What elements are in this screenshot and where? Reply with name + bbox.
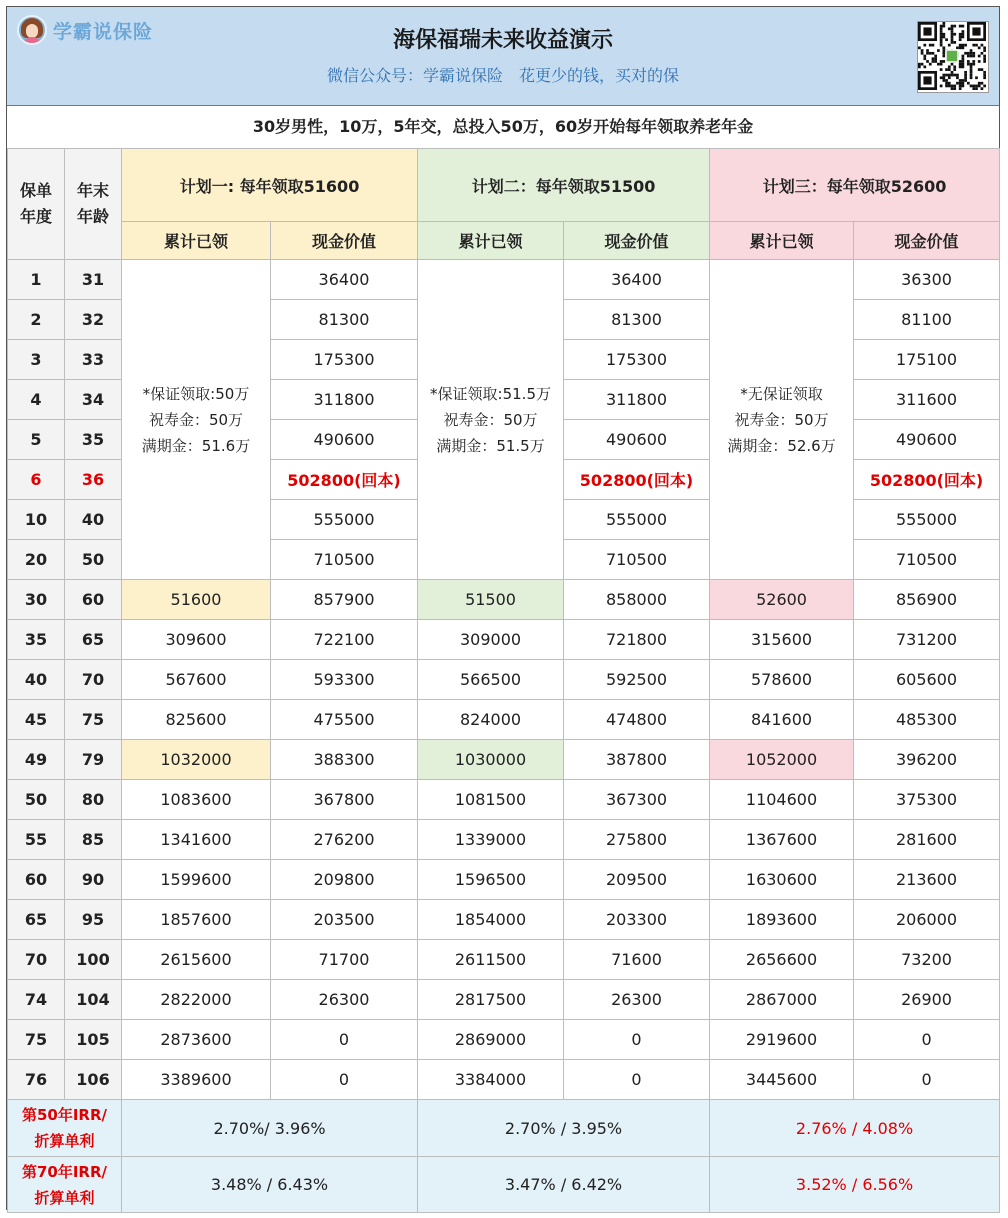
plan1-cum-cell: 2822000 [122,980,271,1020]
plan1-cash-cell: 71700 [271,940,418,980]
plan1-cum-cell: 1857600 [122,900,271,940]
plan3-cash-cell: 311600 [854,380,1000,420]
plan3-cash-cell: 73200 [854,940,1000,980]
plan3-header: 计划三：每年领取52600 [710,149,1000,222]
table-row [8,620,1000,660]
col-header-year [8,149,65,260]
plan2-cash-cell: 209500 [564,860,710,900]
plan1-cum-cell: 309600 [122,620,271,660]
plan3-cum-cell: 1052000 [710,740,854,780]
plan-description: 30岁男性，10万，5年交，总投入50万，60岁开始每年领取养老年金 [7,106,999,149]
brand-name: 学霸说保险 [53,20,154,43]
plan1-cash-cell: 593300 [271,660,418,700]
plan2-cum-header: 累计已领 [418,222,564,260]
plan2-cum-cell: 2611500 [418,940,564,980]
plan3-cum-cell: 1630600 [710,860,854,900]
plan1-cash-cell: 722100 [271,620,418,660]
plan3-cash-header: 现金价值 [854,222,1000,260]
col-header-age-label: 年末年龄 [76,181,109,226]
age-cell: 104 [65,980,122,1020]
table-row [8,780,1000,820]
plan3-cum-cell: 2656600 [710,940,854,980]
plan3-cash-cell: 213600 [854,860,1000,900]
year-cell: 76 [8,1060,65,1100]
plan2-cash-cell: 502800(回本) [564,460,710,500]
irr-label [8,1100,122,1157]
header-banner [7,7,999,106]
plan2-cash-cell: 311800 [564,380,710,420]
plan1-cum-cell: 2873600 [122,1020,271,1060]
irr-label-text: 第50年IRR/折算单利 [21,1106,108,1150]
age-cell: 60 [65,580,122,620]
plan2-cash-cell: 387800 [564,740,710,780]
plan3-cash-cell: 710500 [854,540,1000,580]
table-row [8,900,1000,940]
table-row [8,980,1000,1020]
plan3-cum-cell: 1104600 [710,780,854,820]
plan2-note-line: *保证领取:51.5万 [430,384,551,403]
plan2-cum-cell: 1596500 [418,860,564,900]
plan1-cum-cell: 1083600 [122,780,271,820]
plan3-cash-cell: 856900 [854,580,1000,620]
year-cell: 1 [8,260,65,300]
plan3-cash-cell: 36300 [854,260,1000,300]
plan2-cash-cell: 721800 [564,620,710,660]
age-cell: 33 [65,340,122,380]
table-row [8,1060,1000,1100]
plan2-guarantee-note [418,260,564,580]
plan2-cum-cell: 2817500 [418,980,564,1020]
year-cell: 65 [8,900,65,940]
plan2-cum-cell: 566500 [418,660,564,700]
year-cell: 5 [8,420,65,460]
plan3-cum-cell: 2867000 [710,980,854,1020]
age-cell: 50 [65,540,122,580]
age-cell: 106 [65,1060,122,1100]
plan1-header: 计划一: 每年领取51600 [122,149,418,222]
qr-code-icon [917,21,989,93]
plan1-note-line: 满期金：51.6万 [141,436,251,455]
page-subtitle: 微信公众号：学霸说保险 花更少的钱，买对的保 [326,66,679,85]
plan1-irr-cell: 2.70%/ 3.96% [122,1100,418,1157]
plan2-cum-cell: 1339000 [418,820,564,860]
plan3-cash-cell: 26900 [854,980,1000,1020]
plan2-cum-cell: 309000 [418,620,564,660]
year-cell: 60 [8,860,65,900]
age-cell: 32 [65,300,122,340]
age-cell: 85 [65,820,122,860]
plan3-note-line: 祝寿金：50万 [734,410,829,429]
year-cell: 50 [8,780,65,820]
age-cell: 95 [65,900,122,940]
plan2-cum-cell: 1854000 [418,900,564,940]
plan3-cum-cell: 1893600 [710,900,854,940]
age-cell: 100 [65,940,122,980]
plan3-cash-cell: 605600 [854,660,1000,700]
plan3-cum-cell: 841600 [710,700,854,740]
year-cell: 70 [8,940,65,980]
year-cell: 3 [8,340,65,380]
plan3-cash-cell: 485300 [854,700,1000,740]
plan1-cash-cell: 36400 [271,260,418,300]
table-row [8,860,1000,900]
table-row [8,580,1000,620]
plan3-cash-cell: 502800(回本) [854,460,1000,500]
plan3-irr-cell: 2.76% / 4.08% [710,1100,1000,1157]
plan3-irr-cell: 3.52% / 6.56% [710,1157,1000,1213]
plan3-cum-cell: 1367600 [710,820,854,860]
plan3-cash-cell: 206000 [854,900,1000,940]
plan1-cash-cell: 203500 [271,900,418,940]
age-cell: 40 [65,500,122,540]
year-cell: 10 [8,500,65,540]
irr-label-text: 第70年IRR/折算单利 [21,1162,108,1207]
year-cell: 30 [8,580,65,620]
plan1-guarantee-note [122,260,271,580]
table-row [8,940,1000,980]
year-cell: 40 [8,660,65,700]
plan1-note-line: 祝寿金：50万 [148,410,244,429]
plan2-cash-cell: 275800 [564,820,710,860]
age-cell: 35 [65,420,122,460]
plan1-cash-cell: 490600 [271,420,418,460]
age-cell: 90 [65,860,122,900]
plan1-irr-cell: 3.48% / 6.43% [122,1157,418,1213]
table-row [8,1020,1000,1060]
table-row [8,260,1000,300]
plan3-cash-cell: 0 [854,1060,1000,1100]
plan3-cash-cell: 375300 [854,780,1000,820]
plan3-cash-cell: 81100 [854,300,1000,340]
table-row [8,700,1000,740]
plan2-cum-cell: 824000 [418,700,564,740]
plan1-cash-cell: 311800 [271,380,418,420]
year-cell: 74 [8,980,65,1020]
year-cell: 75 [8,1020,65,1060]
table-row [8,660,1000,700]
plan1-note-line: *保证领取:50万 [142,384,250,403]
plan2-cash-cell: 858000 [564,580,710,620]
plan3-guarantee-note [710,260,854,580]
plan1-cash-cell: 475500 [271,700,418,740]
irr-label [8,1157,122,1213]
plan1-cum-cell: 2615600 [122,940,271,980]
plan2-header: 计划二：每年领取51500 [418,149,710,222]
plan2-cash-cell: 474800 [564,700,710,740]
plan1-cash-cell: 26300 [271,980,418,1020]
plan1-cum-cell: 825600 [122,700,271,740]
plan1-cash-cell: 175300 [271,340,418,380]
plan2-note-line: 满期金：51.5万 [436,436,545,455]
plan2-note-line: 祝寿金：50万 [443,410,538,429]
plan2-cash-cell: 81300 [564,300,710,340]
plan3-cash-cell: 396200 [854,740,1000,780]
plan1-cash-cell: 710500 [271,540,418,580]
plan1-cum-cell: 567600 [122,660,271,700]
plan1-cum-cell: 1341600 [122,820,271,860]
plan1-cum-cell: 51600 [122,580,271,620]
table-row [8,740,1000,780]
plan2-cash-cell: 710500 [564,540,710,580]
plan2-cash-cell: 26300 [564,980,710,1020]
plan3-cum-cell: 52600 [710,580,854,620]
plan3-note-line: *无保证领取 [740,384,823,403]
plan2-cum-cell: 3384000 [418,1060,564,1100]
age-cell: 65 [65,620,122,660]
plan2-cash-cell: 0 [564,1060,710,1100]
plan1-cash-cell: 81300 [271,300,418,340]
col-header-year-label: 保单年度 [19,181,52,226]
plan1-cum-header: 累计已领 [122,222,271,260]
age-cell: 79 [65,740,122,780]
plan1-cash-cell: 388300 [271,740,418,780]
plan2-cash-cell: 203300 [564,900,710,940]
age-cell: 70 [65,660,122,700]
year-cell: 55 [8,820,65,860]
plan2-irr-cell: 2.70% / 3.95% [418,1100,710,1157]
plan2-cum-cell: 1081500 [418,780,564,820]
age-cell: 34 [65,380,122,420]
plan1-cash-cell: 857900 [271,580,418,620]
year-cell: 49 [8,740,65,780]
plan1-cash-cell: 0 [271,1020,418,1060]
age-cell: 75 [65,700,122,740]
plan2-cash-cell: 71600 [564,940,710,980]
plan3-cum-cell: 578600 [710,660,854,700]
plan2-cash-cell: 490600 [564,420,710,460]
plan3-cum-header: 累计已领 [710,222,854,260]
plan2-irr-cell: 3.47% / 6.42% [418,1157,710,1213]
plan1-cash-cell: 502800(回本) [271,460,418,500]
plan1-cash-cell: 555000 [271,500,418,540]
plan2-cash-cell: 0 [564,1020,710,1060]
plan3-cash-cell: 0 [854,1020,1000,1060]
year-cell: 2 [8,300,65,340]
plan3-cash-cell: 555000 [854,500,1000,540]
plan2-cash-cell: 592500 [564,660,710,700]
plan1-cash-cell: 0 [271,1060,418,1100]
irr-row [8,1100,1000,1157]
page-frame [6,6,1000,1210]
page-title: 海保福瑞未来收益演示 [392,28,613,53]
plan1-cash-cell: 367800 [271,780,418,820]
plan3-cash-cell: 731200 [854,620,1000,660]
plan2-cum-cell: 1030000 [418,740,564,780]
age-cell: 31 [65,260,122,300]
col-header-age [65,149,122,260]
plan1-cash-cell: 276200 [271,820,418,860]
plan2-cash-cell: 36400 [564,260,710,300]
age-cell: 36 [65,460,122,500]
plan3-cash-cell: 281600 [854,820,1000,860]
plan3-cum-cell: 3445600 [710,1060,854,1100]
year-cell: 6 [8,460,65,500]
year-cell: 20 [8,540,65,580]
plan3-note-line: 满期金：52.6万 [727,436,836,455]
benefit-table [7,148,1000,1213]
plan1-cum-cell: 1599600 [122,860,271,900]
plan1-cum-cell: 3389600 [122,1060,271,1100]
age-cell: 80 [65,780,122,820]
plan2-cash-cell: 175300 [564,340,710,380]
plan2-cash-header: 现金价值 [564,222,710,260]
plan3-cash-cell: 490600 [854,420,1000,460]
plan1-cum-cell: 1032000 [122,740,271,780]
plan3-cum-cell: 315600 [710,620,854,660]
plan1-cash-header: 现金价值 [271,222,418,260]
table-row [8,820,1000,860]
plan2-cash-cell: 555000 [564,500,710,540]
plan1-cash-cell: 209800 [271,860,418,900]
plan3-cum-cell: 2919600 [710,1020,854,1060]
year-cell: 4 [8,380,65,420]
plan2-cum-cell: 2869000 [418,1020,564,1060]
irr-row [8,1157,1000,1213]
year-cell: 35 [8,620,65,660]
age-cell: 105 [65,1020,122,1060]
year-cell: 45 [8,700,65,740]
plan2-cum-cell: 51500 [418,580,564,620]
plan3-cash-cell: 175100 [854,340,1000,380]
plan2-cash-cell: 367300 [564,780,710,820]
